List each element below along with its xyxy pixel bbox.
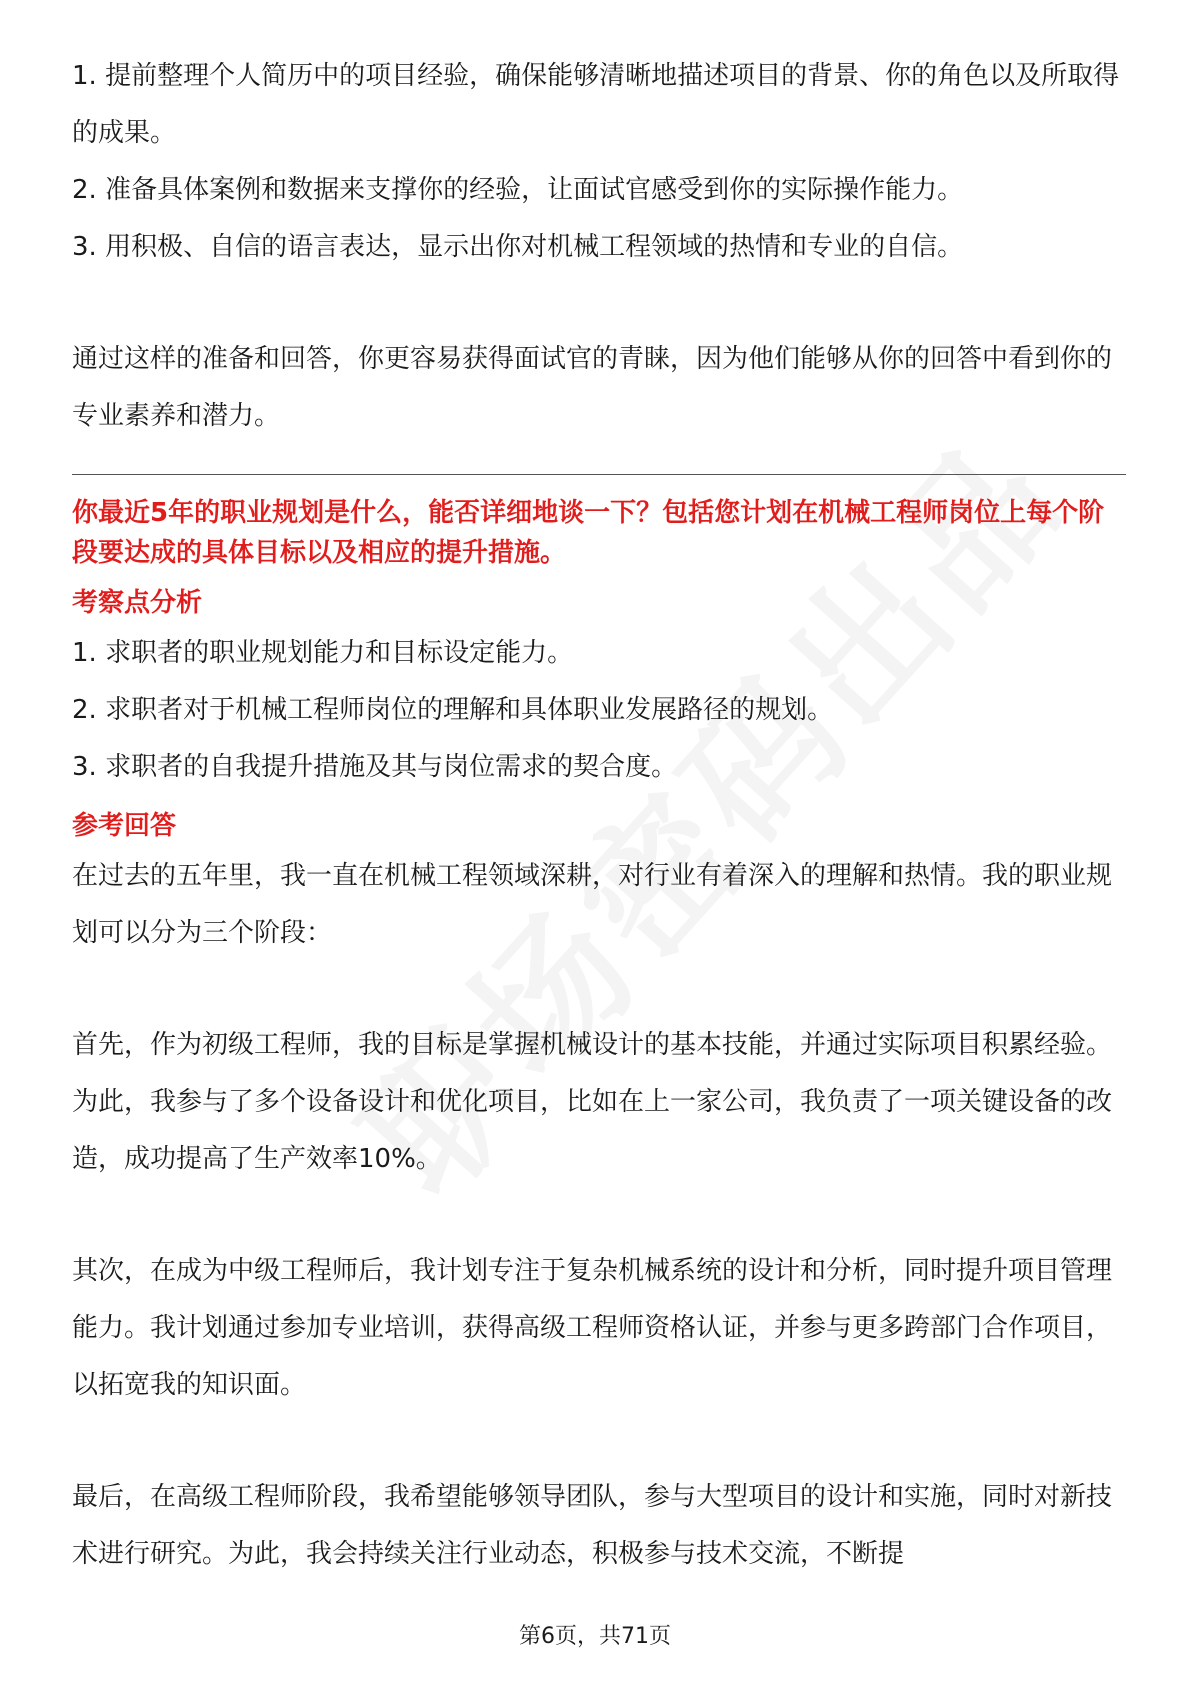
answer-intro: 在过去的五年里，我一直在机械工程领域深耕，对行业有着深入的理解和热情。我的职业规划可以分为三个阶段： [72, 861, 1113, 948]
answer-paragraph: 首先，作为初级工程师，我的目标是掌握机械设计的基本技能，并通过实际项目积累经验。为此，我参与了多个设备设计和优化项目，比如在上一家公司，我负责了一项关键设备的改造，成功提高了生产效率10%。 [72, 1030, 1113, 1174]
analysis-point: 3. 求职者的自我提升措施及其与岗位需求的契合度。 [72, 752, 678, 782]
tip-item: 1. 提前整理个人简历中的项目经验，确保能够清晰地描述项目的背景、你的角色以及所取得的成果。 [72, 61, 1120, 148]
question-title: 你最近5年的职业规划是什么，能否详细地谈一下？包括您计划在机械工程师岗位上每个阶段要达成的具体目标以及相应的提升措施。 [72, 498, 1105, 568]
document-page [72, 0, 1126, 1583]
tip-item: 3. 用积极、自信的语言表达，显示出你对机械工程领域的热情和专业的自信。 [72, 232, 964, 262]
tip-item: 2. 准备具体案例和数据来支撑你的经验，让面试官感受到你的实际操作能力。 [72, 175, 964, 205]
analysis-point: 1. 求职者的职业规划能力和目标设定能力。 [72, 638, 574, 668]
answer-paragraph: 最后，在高级工程师阶段，我希望能够领导团队，参与大型项目的设计和实施，同时对新技术进行研究。为此，我会持续关注行业动态，积极参与技术交流，不断提 [72, 1482, 1113, 1569]
tips-list [72, 48, 1126, 276]
section-divider [72, 474, 1126, 475]
analysis-point: 2. 求职者对于机械工程师岗位的理解和具体职业发展路径的规划。 [72, 695, 834, 725]
answer-paragraph: 其次，在成为中级工程师后，我计划专注于复杂机械系统的设计和分析，同时提升项目管理能力。我计划通过参加专业培训，获得高级工程师资格认证，并参与更多跨部门合作项目，以拓宽我的知识面。 [72, 1256, 1113, 1400]
summary-paragraph: 通过这样的准备和回答，你更容易获得面试官的青睐，因为他们能够从你的回答中看到你的专业素养和潜力。 [72, 344, 1113, 431]
answer-heading: 参考回答 [72, 811, 177, 841]
analysis-heading: 考察点分析 [72, 588, 203, 618]
analysis-list [72, 625, 1126, 796]
page-number-footer: 第6页，共71页 [519, 1624, 671, 1649]
